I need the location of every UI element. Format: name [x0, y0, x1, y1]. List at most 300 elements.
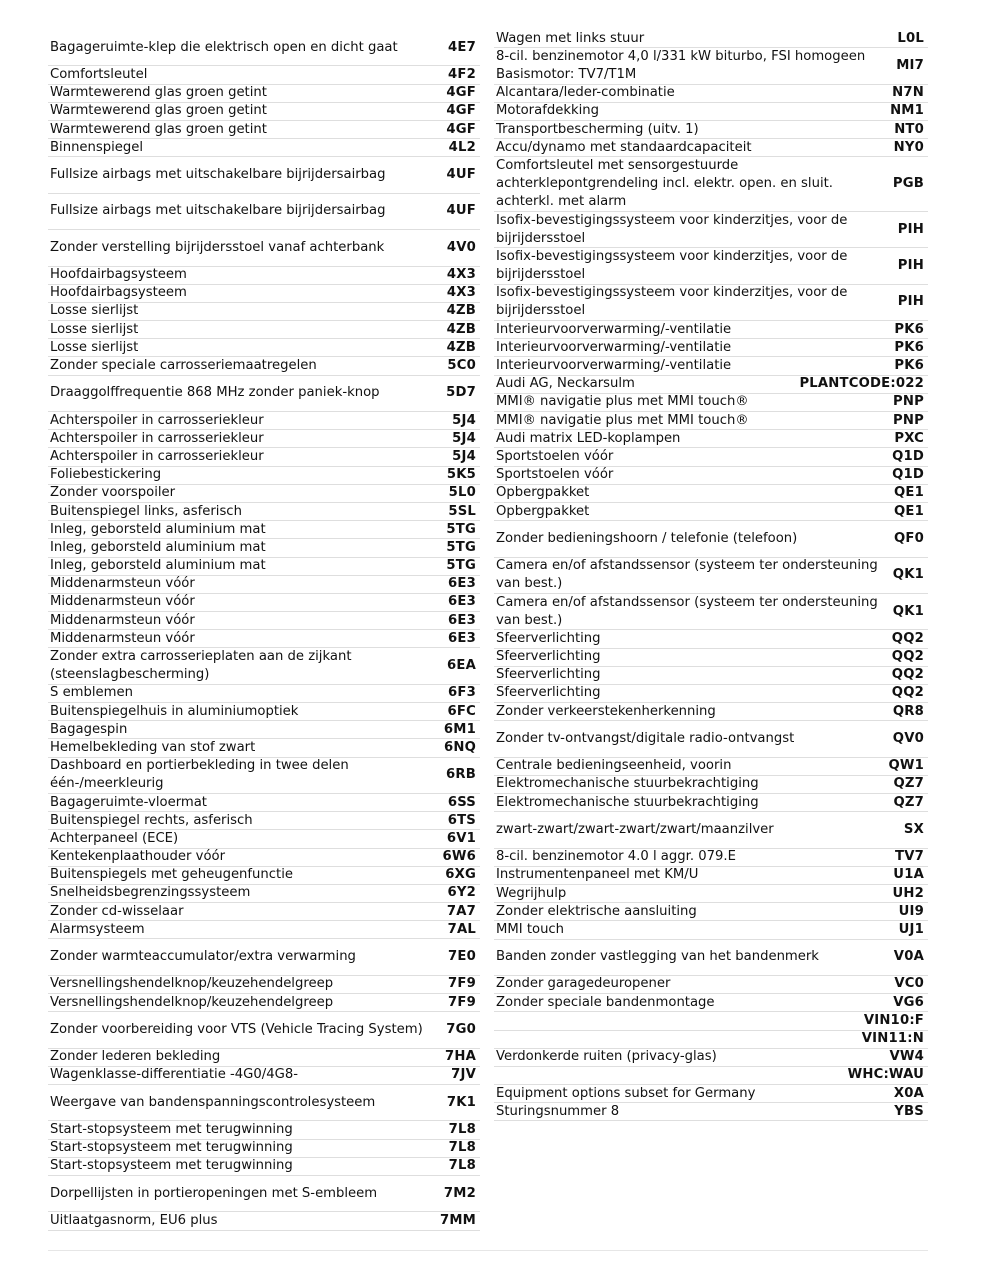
option-code: 7A7 — [446, 903, 476, 919]
option-row — [48, 721, 480, 739]
option-code: PIH — [897, 257, 924, 273]
option-description: Opbergpakket — [496, 503, 590, 519]
option-description: Start-stopsysteem met terugwinning — [50, 1158, 293, 1174]
option-code: 7AL — [447, 921, 476, 937]
option-row — [48, 1121, 480, 1139]
option-code: 6SS — [447, 794, 476, 810]
option-code: 7L8 — [448, 1158, 476, 1174]
option-description: Hoofdairbagsysteem — [50, 267, 187, 283]
option-row — [48, 321, 480, 339]
option-description: Uitlaatgasnorm, EU6 plus — [50, 1212, 218, 1228]
option-row — [494, 1103, 928, 1121]
option-row — [494, 849, 928, 867]
option-description: Dorpellijsten in portieropeningen met S-embleem — [50, 1185, 378, 1201]
option-code: 5J4 — [452, 412, 476, 428]
option-description: Wagen met links stuur — [496, 30, 645, 46]
option-description: Equipment options subset for Germany — [496, 1085, 756, 1101]
option-code: 6E3 — [448, 594, 476, 610]
option-description: Comfortsleutel met sensorgestuurde achterklepontgrendeling incl. elektr. open. en sluit. achterkl. met alarm — [496, 157, 833, 210]
option-row — [494, 903, 928, 921]
option-row — [48, 903, 480, 921]
option-row — [494, 630, 928, 648]
option-code: 6E3 — [448, 630, 476, 646]
option-description: Fullsize airbags met uitschakelbare bijrijdersairbag — [50, 203, 386, 219]
option-code: 6RB — [446, 767, 476, 783]
option-description: Warmtewerend glas groen getint — [50, 85, 267, 101]
option-code: QQ2 — [891, 667, 924, 683]
option-description: Audi AG, Neckarsulm — [496, 376, 635, 392]
option-code: NM1 — [890, 103, 924, 119]
option-description: Buitenspiegelhuis in aluminiumoptiek — [50, 703, 299, 719]
option-code: 6XG — [445, 867, 476, 883]
option-row — [48, 1067, 480, 1085]
option-description: Zonder speciale carrosseriemaatregelen — [50, 357, 317, 373]
option-row — [48, 612, 480, 630]
option-code: 6M1 — [443, 721, 476, 737]
option-row — [494, 430, 928, 448]
option-row — [48, 976, 480, 994]
option-code: 4X3 — [446, 285, 476, 301]
option-code: PGB — [892, 176, 924, 192]
option-code: V0A — [893, 949, 924, 965]
option-description: Zonder elektrische aansluiting — [496, 903, 697, 919]
option-row — [48, 994, 480, 1012]
option-description: Achterspoiler in carrosseriekleur — [50, 412, 264, 428]
option-code: PK6 — [894, 339, 924, 355]
option-description: Wagenklasse-differentiatie -4G0/4G8- — [50, 1067, 298, 1083]
option-row — [48, 812, 480, 830]
option-code: PXC — [894, 430, 924, 446]
option-row — [48, 849, 480, 867]
option-code: YBS — [894, 1103, 924, 1119]
option-description: Bagagespin — [50, 721, 128, 737]
footer-divider — [48, 1250, 928, 1251]
option-code: WHC:WAU — [847, 1067, 924, 1083]
option-row — [48, 1158, 480, 1176]
option-row — [48, 448, 480, 466]
option-code: 6F3 — [448, 685, 476, 701]
option-description: Zonder voorspoiler — [50, 485, 176, 501]
option-row — [494, 812, 928, 848]
option-row — [48, 157, 480, 193]
option-description: Middenarmsteun vóór — [50, 612, 195, 628]
option-row — [494, 448, 928, 466]
option-row — [494, 285, 928, 321]
option-row — [48, 739, 480, 757]
option-row — [48, 758, 480, 794]
option-code: 5D7 — [446, 385, 476, 401]
option-code: Q1D — [892, 467, 924, 483]
option-code: TV7 — [895, 849, 924, 865]
option-code: 6V1 — [446, 830, 476, 846]
option-code: Q1D — [892, 448, 924, 464]
option-code: 7G0 — [446, 1021, 476, 1037]
option-code: QW1 — [888, 758, 924, 774]
option-description: Audi matrix LED-koplampen — [496, 430, 681, 446]
option-code: QR8 — [892, 703, 924, 719]
option-description: Achterpaneel (ECE) — [50, 830, 179, 846]
option-row — [494, 976, 928, 994]
option-description: Elektromechanische stuurbekrachtiging — [496, 776, 759, 792]
option-code: X0A — [893, 1085, 924, 1101]
option-code: QZ7 — [893, 794, 924, 810]
option-code: QQ2 — [891, 685, 924, 701]
option-row — [494, 994, 928, 1012]
option-description: 8-cil. benzinemotor 4,0 l/331 kW biturbo, FSI homogeen Basismotor: TV7/T1M — [496, 48, 866, 82]
option-code: 5J4 — [452, 430, 476, 446]
option-row — [48, 1176, 480, 1212]
option-description: Zonder bedieningshoorn / telefonie (telefoon) — [496, 530, 798, 546]
option-code: 7JV — [451, 1067, 476, 1083]
option-code: 4GF — [446, 121, 476, 137]
option-code: PIH — [897, 294, 924, 310]
option-code: 5J4 — [452, 448, 476, 464]
option-description: Sportstoelen vóór — [496, 448, 614, 464]
option-row — [494, 339, 928, 357]
option-code: 6W6 — [442, 849, 476, 865]
option-row — [48, 594, 480, 612]
option-description: Camera en/of afstandssensor (systeem ter ondersteuning van best.) — [496, 558, 878, 592]
option-description: Sfeerverlichting — [496, 667, 601, 683]
option-row — [48, 794, 480, 812]
option-description: Sportstoelen vóór — [496, 467, 614, 483]
option-description: Start-stopsysteem met terugwinning — [50, 1140, 293, 1156]
option-code: N7N — [892, 85, 924, 101]
option-code: VC0 — [894, 976, 924, 992]
option-description: Zonder lederen bekleding — [50, 1049, 221, 1065]
option-code: 5K5 — [446, 467, 476, 483]
option-row — [48, 1049, 480, 1067]
option-row — [494, 48, 928, 84]
option-row — [494, 394, 928, 412]
option-code: QE1 — [894, 485, 924, 501]
option-row — [494, 776, 928, 794]
option-row — [494, 357, 928, 375]
option-code: 6Y2 — [447, 885, 476, 901]
right-options-column — [494, 30, 928, 1121]
option-row — [48, 558, 480, 576]
option-code: 6EA — [447, 658, 476, 674]
option-code: U1A — [893, 867, 924, 883]
option-description: Isofix-bevestigingssysteem voor kinderzitjes, voor de bijrijdersstoel — [496, 285, 848, 319]
option-code: 7L8 — [448, 1140, 476, 1156]
option-description: Zonder warmteaccumulator/extra verwarming — [50, 949, 356, 965]
option-description: Opbergpakket — [496, 485, 590, 501]
option-row — [48, 1140, 480, 1158]
option-code: QZ7 — [893, 776, 924, 792]
option-row — [494, 376, 928, 394]
option-row — [48, 521, 480, 539]
option-code: PLANTCODE:022 — [799, 376, 924, 392]
option-row — [494, 940, 928, 976]
option-description: Isofix-bevestigingssysteem voor kinderzitjes, voor de bijrijdersstoel — [496, 248, 848, 283]
option-description: Binnenspiegel — [50, 139, 144, 155]
option-description: MMI® navigatie plus met MMI touch® — [496, 394, 749, 410]
option-row — [494, 921, 928, 939]
option-code: 4GF — [446, 103, 476, 119]
option-code: L0L — [897, 30, 924, 46]
option-description: Losse sierlijst — [50, 339, 139, 355]
option-code: PIH — [897, 221, 924, 237]
option-description: Losse sierlijst — [50, 303, 139, 319]
option-description: Versnellingshendelknop/keuzehendelgreep — [50, 976, 334, 992]
option-description: Buitenspiegel rechts, asferisch — [50, 812, 253, 828]
option-row — [48, 339, 480, 357]
option-description: Transportbescherming (uitv. 1) — [496, 121, 699, 137]
option-description: Sturingsnummer 8 — [496, 1103, 620, 1119]
option-code: 4ZB — [446, 339, 476, 355]
option-row — [48, 85, 480, 103]
option-description: Achterspoiler in carrosseriekleur — [50, 430, 264, 446]
option-description: Alcantara/leder-combinatie — [496, 85, 675, 101]
option-code: 6TS — [447, 812, 476, 828]
option-row — [48, 103, 480, 121]
option-row — [48, 303, 480, 321]
option-description: Middenarmsteun vóór — [50, 630, 195, 646]
option-description: Snelheidsbegrenzingssysteem — [50, 885, 251, 901]
option-code: 5SL — [448, 503, 476, 519]
option-code: 4L2 — [448, 139, 476, 155]
option-description: Losse sierlijst — [50, 321, 139, 337]
option-description: Interieurvoorverwarming/-ventilatie — [496, 321, 732, 337]
option-row — [494, 667, 928, 685]
option-description: Kentekenplaathouder vóór — [50, 849, 225, 865]
option-description: Warmtewerend glas groen getint — [50, 121, 267, 137]
option-row — [494, 85, 928, 103]
option-description: Zonder verstelling bijrijdersstoel vanaf achterbank — [50, 239, 385, 255]
option-row — [48, 376, 480, 412]
option-description: Inleg, geborsteld aluminium mat — [50, 539, 266, 555]
option-code: PNP — [893, 412, 924, 428]
option-row — [48, 467, 480, 485]
option-row — [494, 157, 928, 212]
option-description: Zonder cd-wisselaar — [50, 903, 184, 919]
option-row — [48, 267, 480, 285]
option-code: 5C0 — [447, 357, 476, 373]
option-description: Dashboard en portierbekleding in twee delen één-/meerkleurig — [50, 758, 349, 792]
option-row — [48, 230, 480, 266]
option-code: MI7 — [896, 57, 924, 73]
option-description: Fullsize airbags met uitschakelbare bijrijdersairbag — [50, 166, 386, 182]
option-description: Weergave van bandenspanningscontrolesysteem — [50, 1094, 376, 1110]
option-description: Bagageruimte-klep die elektrisch open en dicht gaat — [50, 39, 398, 55]
option-code: 5TG — [446, 521, 476, 537]
option-code: 6FC — [447, 703, 476, 719]
option-code: UI9 — [898, 903, 924, 919]
option-code: NT0 — [894, 121, 924, 137]
option-description: Zonder verkeerstekenherkenning — [496, 703, 716, 719]
option-code: UH2 — [892, 885, 924, 901]
option-row — [494, 103, 928, 121]
option-row — [494, 885, 928, 903]
option-description: Buitenspiegels met geheugenfunctie — [50, 867, 293, 883]
option-row — [48, 630, 480, 648]
option-code: VW4 — [889, 1049, 924, 1065]
option-description: Sfeerverlichting — [496, 685, 601, 701]
option-description: Inleg, geborsteld aluminium mat — [50, 558, 266, 574]
option-row — [48, 1085, 480, 1121]
option-code: 4ZB — [446, 321, 476, 337]
option-description: Buitenspiegel links, asferisch — [50, 503, 242, 519]
option-row — [494, 467, 928, 485]
option-row — [48, 1212, 480, 1230]
option-row — [494, 594, 928, 630]
option-row — [48, 66, 480, 84]
option-description: Start-stopsysteem met terugwinning — [50, 1121, 293, 1137]
option-description: zwart-zwart/zwart-zwart/zwart/maanzilver — [496, 821, 774, 837]
option-description: Inleg, geborsteld aluminium mat — [50, 521, 266, 537]
option-description: Versnellingshendelknop/keuzehendelgreep — [50, 994, 334, 1010]
option-row — [48, 503, 480, 521]
option-row — [48, 885, 480, 903]
option-code: 7M2 — [443, 1185, 476, 1201]
option-description: Middenarmsteun vóór — [50, 576, 195, 592]
option-code: 7F9 — [448, 994, 476, 1010]
option-code: 4E7 — [448, 39, 476, 55]
option-code: SX — [903, 821, 924, 837]
option-description: Interieurvoorverwarming/-ventilatie — [496, 339, 732, 355]
option-description: Zonder voorbereiding voor VTS (Vehicle Tracing System) — [50, 1021, 423, 1037]
option-row — [48, 485, 480, 503]
option-code: 4GF — [446, 85, 476, 101]
option-description: Zonder speciale bandenmontage — [496, 994, 715, 1010]
option-row — [48, 921, 480, 939]
option-code: 4F2 — [448, 66, 476, 82]
option-description: Draaggolffrequentie 868 MHz zonder paniek-knop — [50, 385, 380, 401]
option-row — [494, 703, 928, 721]
option-row — [494, 1085, 928, 1103]
option-code: 6NQ — [443, 739, 476, 755]
option-code: PK6 — [894, 321, 924, 337]
option-row — [48, 867, 480, 885]
option-code: NY0 — [893, 139, 924, 155]
option-code: 4UF — [446, 166, 476, 182]
option-code: QE1 — [894, 503, 924, 519]
option-code: 6E3 — [448, 612, 476, 628]
option-row — [494, 558, 928, 594]
option-code: VIN11:N — [861, 1031, 924, 1047]
option-code: 6E3 — [448, 576, 476, 592]
option-code: VIN10:F — [863, 1012, 924, 1028]
option-description: Bagageruimte-vloermat — [50, 794, 207, 810]
option-row — [494, 321, 928, 339]
left-options-column — [48, 30, 480, 1231]
option-code: 5TG — [446, 558, 476, 574]
option-description: Hemelbekleding van stof zwart — [50, 739, 256, 755]
option-description: Achterspoiler in carrosseriekleur — [50, 448, 264, 464]
option-description: MMI® navigatie plus met MMI touch® — [496, 412, 749, 428]
option-code: 7E0 — [448, 949, 476, 965]
option-code: UJ1 — [898, 921, 924, 937]
option-description: Banden zonder vastlegging van het bandenmerk — [496, 949, 819, 965]
option-row — [494, 503, 928, 521]
option-row — [48, 830, 480, 848]
option-row — [494, 1031, 928, 1049]
option-row — [494, 412, 928, 430]
option-row — [48, 30, 480, 66]
option-code: 5L0 — [448, 485, 476, 501]
option-code: 4X3 — [446, 267, 476, 283]
option-code: QK1 — [892, 567, 924, 583]
option-code: 7K1 — [446, 1094, 476, 1110]
option-row — [494, 649, 928, 667]
option-row — [494, 1012, 928, 1030]
option-code: QQ2 — [891, 649, 924, 665]
option-description: Verdonkerde ruiten (privacy-glas) — [496, 1049, 717, 1065]
option-description: Foliebestickering — [50, 467, 162, 483]
option-row — [494, 1049, 928, 1067]
option-code: 7MM — [439, 1212, 476, 1228]
option-code: QQ2 — [891, 630, 924, 646]
option-description: Sfeerverlichting — [496, 630, 601, 646]
option-row — [494, 794, 928, 812]
option-description: Instrumentenpaneel met KM/U — [496, 867, 699, 883]
option-row — [48, 539, 480, 557]
option-description: Hoofdairbagsysteem — [50, 285, 187, 301]
option-code: VG6 — [893, 994, 924, 1010]
option-description: Zonder extra carrosserieplaten aan de zijkant (steenslagbescherming) — [50, 649, 352, 683]
option-code: 4ZB — [446, 303, 476, 319]
option-row — [48, 357, 480, 375]
option-code: 5TG — [446, 539, 476, 555]
option-description: Sfeerverlichting — [496, 649, 601, 665]
option-code: 4V0 — [446, 239, 476, 255]
option-row — [48, 576, 480, 594]
option-row — [48, 121, 480, 139]
option-row — [48, 139, 480, 157]
option-description: Wegrijhulp — [496, 885, 567, 901]
option-description: Alarmsysteem — [50, 921, 145, 937]
option-row — [48, 412, 480, 430]
option-code: 7F9 — [448, 976, 476, 992]
option-row — [494, 721, 928, 757]
option-row — [48, 648, 480, 684]
option-description: Centrale bedieningseenheid, voorin — [496, 758, 732, 774]
option-code: QV0 — [892, 730, 924, 746]
option-description: Zonder garagedeuropener — [496, 976, 671, 992]
option-description: 8-cil. benzinemotor 4.0 l aggr. 079.E — [496, 849, 736, 865]
option-description: MMI touch — [496, 921, 565, 937]
option-description: Accu/dynamo met standaardcapaciteit — [496, 139, 752, 155]
option-description: S emblemen — [50, 685, 133, 701]
option-row — [494, 248, 928, 284]
option-code: PK6 — [894, 358, 924, 374]
option-row — [494, 30, 928, 48]
option-row — [494, 685, 928, 703]
option-description: Middenarmsteun vóór — [50, 594, 195, 610]
option-row — [48, 194, 480, 230]
option-code: QF0 — [894, 530, 924, 546]
option-description: Motorafdekking — [496, 103, 599, 119]
option-row — [48, 1012, 480, 1048]
option-row — [494, 867, 928, 885]
option-row — [48, 430, 480, 448]
option-description: Comfortsleutel — [50, 66, 148, 82]
option-row — [48, 285, 480, 303]
option-row — [494, 1067, 928, 1085]
option-row — [494, 758, 928, 776]
option-code: PNP — [893, 394, 924, 410]
option-row — [494, 212, 928, 248]
option-description: Warmtewerend glas groen getint — [50, 103, 267, 119]
option-description: Isofix-bevestigingssysteem voor kinderzitjes, voor de bijrijdersstoel — [496, 212, 848, 246]
option-code: 7HA — [444, 1049, 476, 1065]
option-description: Interieurvoorverwarming/-ventilatie — [496, 358, 732, 374]
option-row — [48, 703, 480, 721]
option-row — [48, 685, 480, 703]
option-description: Camera en/of afstandssensor (systeem ter ondersteuning van best.) — [496, 594, 878, 628]
option-description: Zonder tv-ontvangst/digitale radio-ontvangst — [496, 730, 795, 746]
